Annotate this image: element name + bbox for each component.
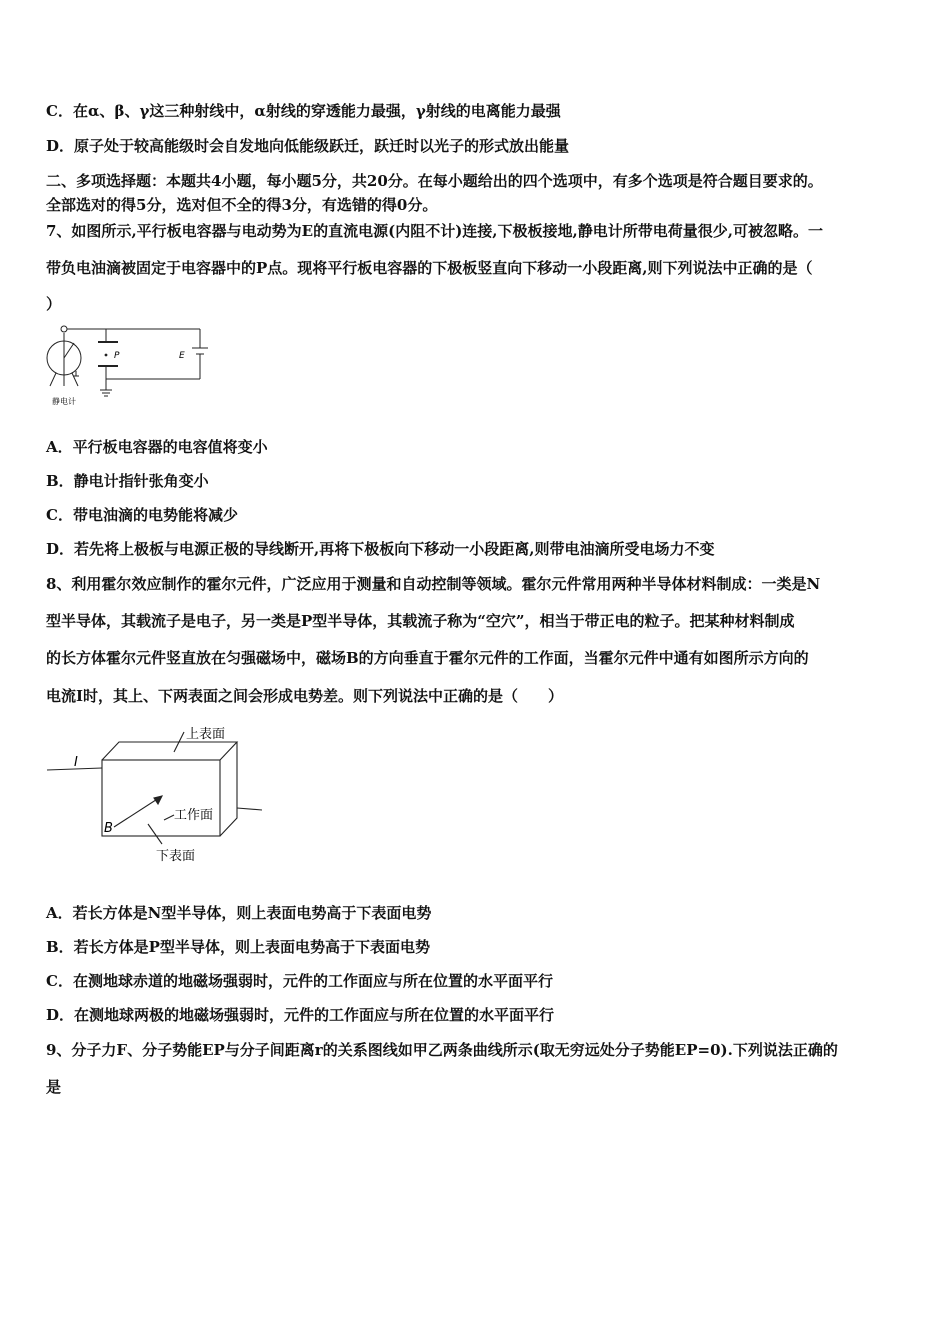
q8-option-b: B．若长方体是P型半导体，则上表面电势高于下表面电势 [46,938,430,956]
q8-stem-line1: 8、利用霍尔效应制作的霍尔元件，广泛应用于测量和自动控制等领域。霍尔元件常用两种半导体材料制成：一类是N [46,575,821,593]
section2-heading-line1: 二、多项选择题：本题共4小题，每小题5分，共20分。在每小题给出的四个选项中，有多个选项是符合题目要求的。 [46,172,823,190]
label-current: I [74,755,78,770]
label-b-field: B [104,821,113,836]
q8-option-a: A．若长方体是N型半导体，则上表面电势高于下表面电势 [46,904,432,922]
q7-stem-line1: 7、如图所示,平行板电容器与电动势为E的直流电源(内阻不计)连接,下极板接地,静电计所带电荷量很少,可被忽略。一 [46,222,823,240]
q7-option-d: D．若先将上极板与电源正极的导线断开,再将下极板向下移动一小段距离,则带电油滴所受电场力不变 [46,540,715,558]
q7-option-c: C．带电油滴的电势能将减少 [46,506,238,524]
q6-option-c: C．在α、β、γ这三种射线中，α射线的穿透能力最强，γ射线的电离能力最强 [46,102,561,120]
q7-stem-line2: 带负电油滴被固定于电容器中的P点。现将平行板电容器的下极板竖直向下移动一小段距离,则下列说法中正确的是（ [46,259,813,277]
q6-option-d: D．原子处于较高能级时会自发地向低能级跃迁，跃迁时以光子的形式放出能量 [46,137,570,155]
q8-option-c: C．在测地球赤道的地磁场强弱时，元件的工作面应与所在位置的水平面平行 [46,972,553,990]
q7-capacitor-circuit-figure [40,318,215,408]
q9-stem-line2: 是 [46,1078,62,1096]
q9-stem-line1: 9、分子力F、分子势能EP与分子间距离r的关系图线如甲乙两条曲线所示(取无穷远处分子势能EP=0).下列说法正确的 [46,1041,838,1059]
q8-stem-line3: 的长方体霍尔元件竖直放在匀强磁场中，磁场B的方向垂直于霍尔元件的工作面，当霍尔元件中通有如图所示方向的 [46,649,809,667]
q8-hall-element-figure [44,720,266,866]
q7-stem-line3: ） [46,295,62,313]
q8-stem-line4: 电流I时，其上、下两表面之间会形成电势差。则下列说法中正确的是（ ） [46,687,564,705]
label-bottom-surface: 下表面 [156,849,196,864]
label-work-surface: 工作面 [174,808,214,823]
electrometer-caption: 静电计 [52,397,76,406]
section2-heading-line2: 全部选对的得5分，选对但不全的得3分，有选错的得0分。 [46,196,438,214]
q8-option-d: D．在测地球两极的地磁场强弱时，元件的工作面应与所在位置的水平面平行 [46,1006,555,1024]
q8-stem-line2: 型半导体，其载流子是电子，另一类是P型半导体，其载流子称为“空穴”，相当于带正电的粒子。把某种材料制成 [46,612,795,630]
q7-option-b: B．静电计指针张角变小 [46,472,209,490]
q7-option-a: A．平行板电容器的电容值将变小 [46,438,268,456]
label-p: P [114,351,120,361]
label-top-surface: 上表面 [186,727,226,742]
label-e: E [179,351,185,361]
oil-drop-point [105,354,108,357]
